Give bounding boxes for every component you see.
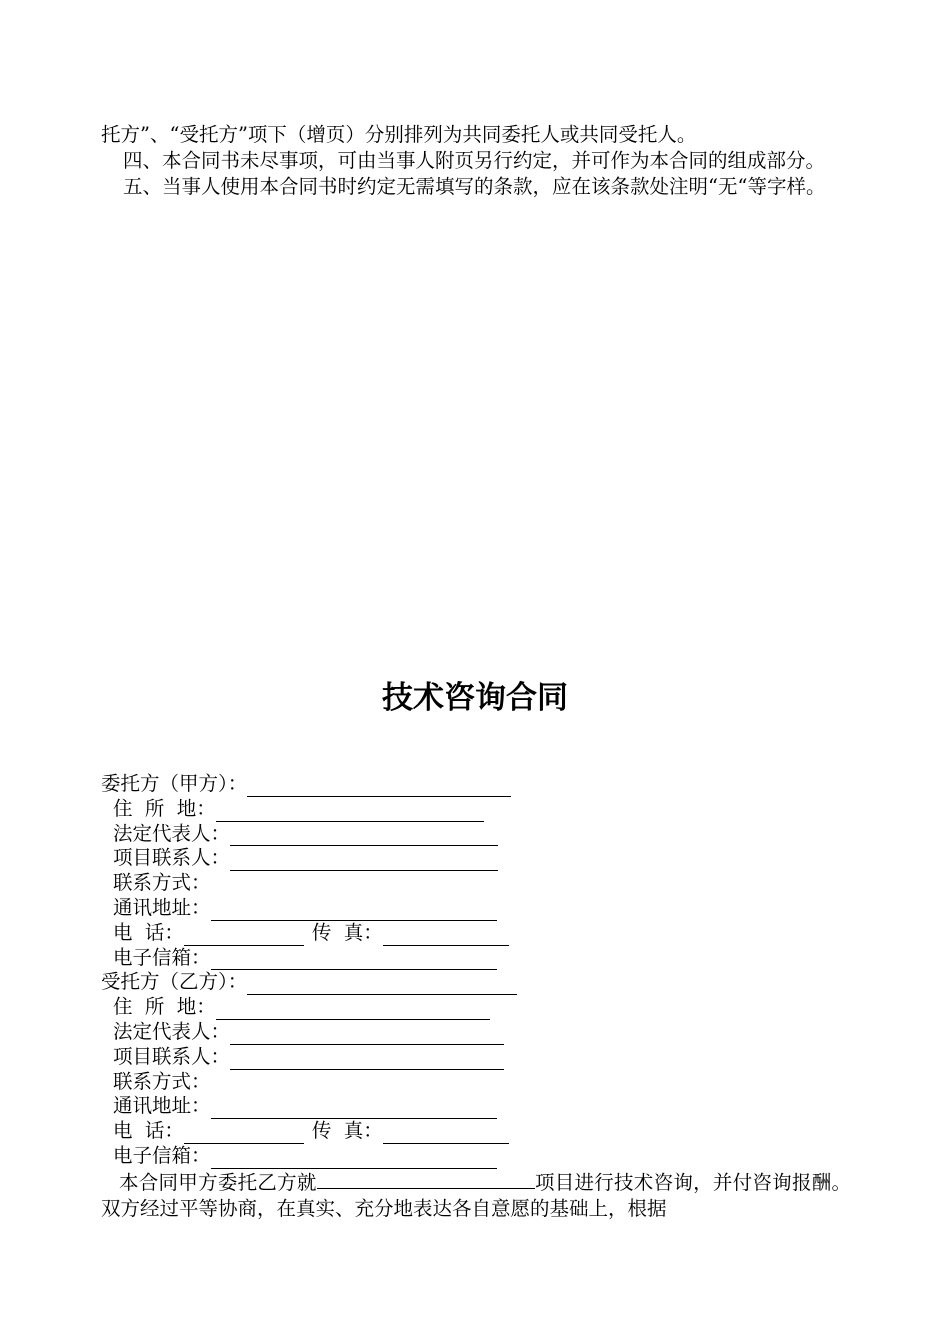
body-text-after: 项目进行技术咨询，并付咨询报酬。双方经过平等协商，在真实、充分地表达各自意愿的基础上，根据: [101, 1171, 851, 1220]
party-a-legal-rep-label: 法定代表人：: [113, 821, 231, 845]
party-b-contact-person-row: [101, 1045, 861, 1070]
party-a-legal-rep-field[interactable]: [230, 826, 498, 846]
party-a-phone-fax-row: [101, 921, 861, 946]
party-a-contact-person-row: [101, 846, 861, 871]
note-item-4: 四、本合同书未尽事项，可由当事人附页另行约定，并可作为本合同的组成部分。: [123, 149, 826, 172]
body-text-before: 本合同甲方委托乙方就: [119, 1171, 317, 1194]
party-b-fax-field[interactable]: [383, 1124, 509, 1144]
project-name-field[interactable]: [317, 1170, 535, 1189]
party-b-legal-rep-label: 法定代表人：: [113, 1019, 231, 1043]
party-b-mail-address-field[interactable]: [211, 1099, 497, 1119]
note-item-5: 五、当事人使用本合同书时约定无需填写的条款，应在该条款处注明“无“等字样。: [123, 175, 826, 198]
party-b-email-field[interactable]: [211, 1149, 497, 1169]
body-paragraph: [101, 1170, 851, 1222]
party-a-name-field[interactable]: [247, 777, 511, 797]
party-a-address-row: [101, 797, 861, 822]
party-b-mail-address-row: [101, 1094, 861, 1119]
party-b-address-row: [101, 995, 861, 1020]
party-b-contact-method-row: [101, 1070, 861, 1095]
party-a-label: 委托方（甲方）：: [101, 772, 248, 795]
contract-body: [101, 1170, 851, 1222]
party-a-contact-person-field[interactable]: [230, 851, 498, 871]
party-b-row: [101, 970, 861, 995]
party-a-mail-address-field[interactable]: [211, 901, 497, 921]
party-b-legal-rep-field[interactable]: [230, 1025, 504, 1045]
party-b-address-label: 住 所 地：: [113, 995, 216, 1019]
party-a-email-field[interactable]: [211, 950, 497, 970]
party-a-email-row: [101, 946, 861, 971]
party-b-address-field[interactable]: [216, 1000, 490, 1020]
intro-notes: [101, 122, 851, 200]
party-b-contact-person-label: 项目联系人：: [113, 1044, 231, 1068]
party-b-mail-address-label: 通讯地址：: [113, 1094, 211, 1118]
party-a-phone-label: 电 话：: [113, 920, 184, 944]
note-line-continued: 托方”、“受托方”项下（增页）分别排列为共同委托人或共同受托人。: [101, 123, 697, 146]
party-a-legal-rep-row: [101, 822, 861, 847]
party-a-address-label: 住 所 地：: [113, 796, 216, 820]
party-a-mail-address-row: [101, 896, 861, 921]
party-a-fax-label: 传 真：: [311, 920, 383, 944]
party-b-email-row: [101, 1144, 861, 1169]
party-a-mail-address-label: 通讯地址：: [113, 895, 211, 919]
party-b-phone-label: 电 话：: [113, 1119, 184, 1143]
party-b-legal-rep-row: [101, 1020, 861, 1045]
contract-title: 技术咨询合同: [382, 680, 568, 716]
party-b-phone-field[interactable]: [184, 1124, 304, 1144]
party-b-email-label: 电子信箱：: [113, 1143, 211, 1167]
party-a-email-label: 电子信箱：: [113, 945, 211, 969]
party-b-contact-method-label: 联系方式：: [113, 1069, 211, 1093]
party-b-label: 受托方（乙方）：: [101, 970, 248, 994]
party-b-contact-person-field[interactable]: [230, 1050, 504, 1070]
party-b-name-field[interactable]: [247, 975, 517, 995]
party-a-contact-person-label: 项目联系人：: [113, 846, 231, 870]
party-a-contact-method-row: [101, 871, 861, 896]
party-b-fax-label: 传 真：: [311, 1119, 383, 1143]
parties-form: [101, 772, 861, 1169]
party-a-contact-method-label: 联系方式：: [113, 871, 211, 895]
party-a-address-field[interactable]: [216, 802, 484, 822]
party-a-fax-field[interactable]: [383, 926, 509, 946]
party-a-phone-field[interactable]: [184, 926, 304, 946]
party-b-phone-fax-row: [101, 1119, 861, 1144]
party-a-row: [101, 772, 861, 797]
